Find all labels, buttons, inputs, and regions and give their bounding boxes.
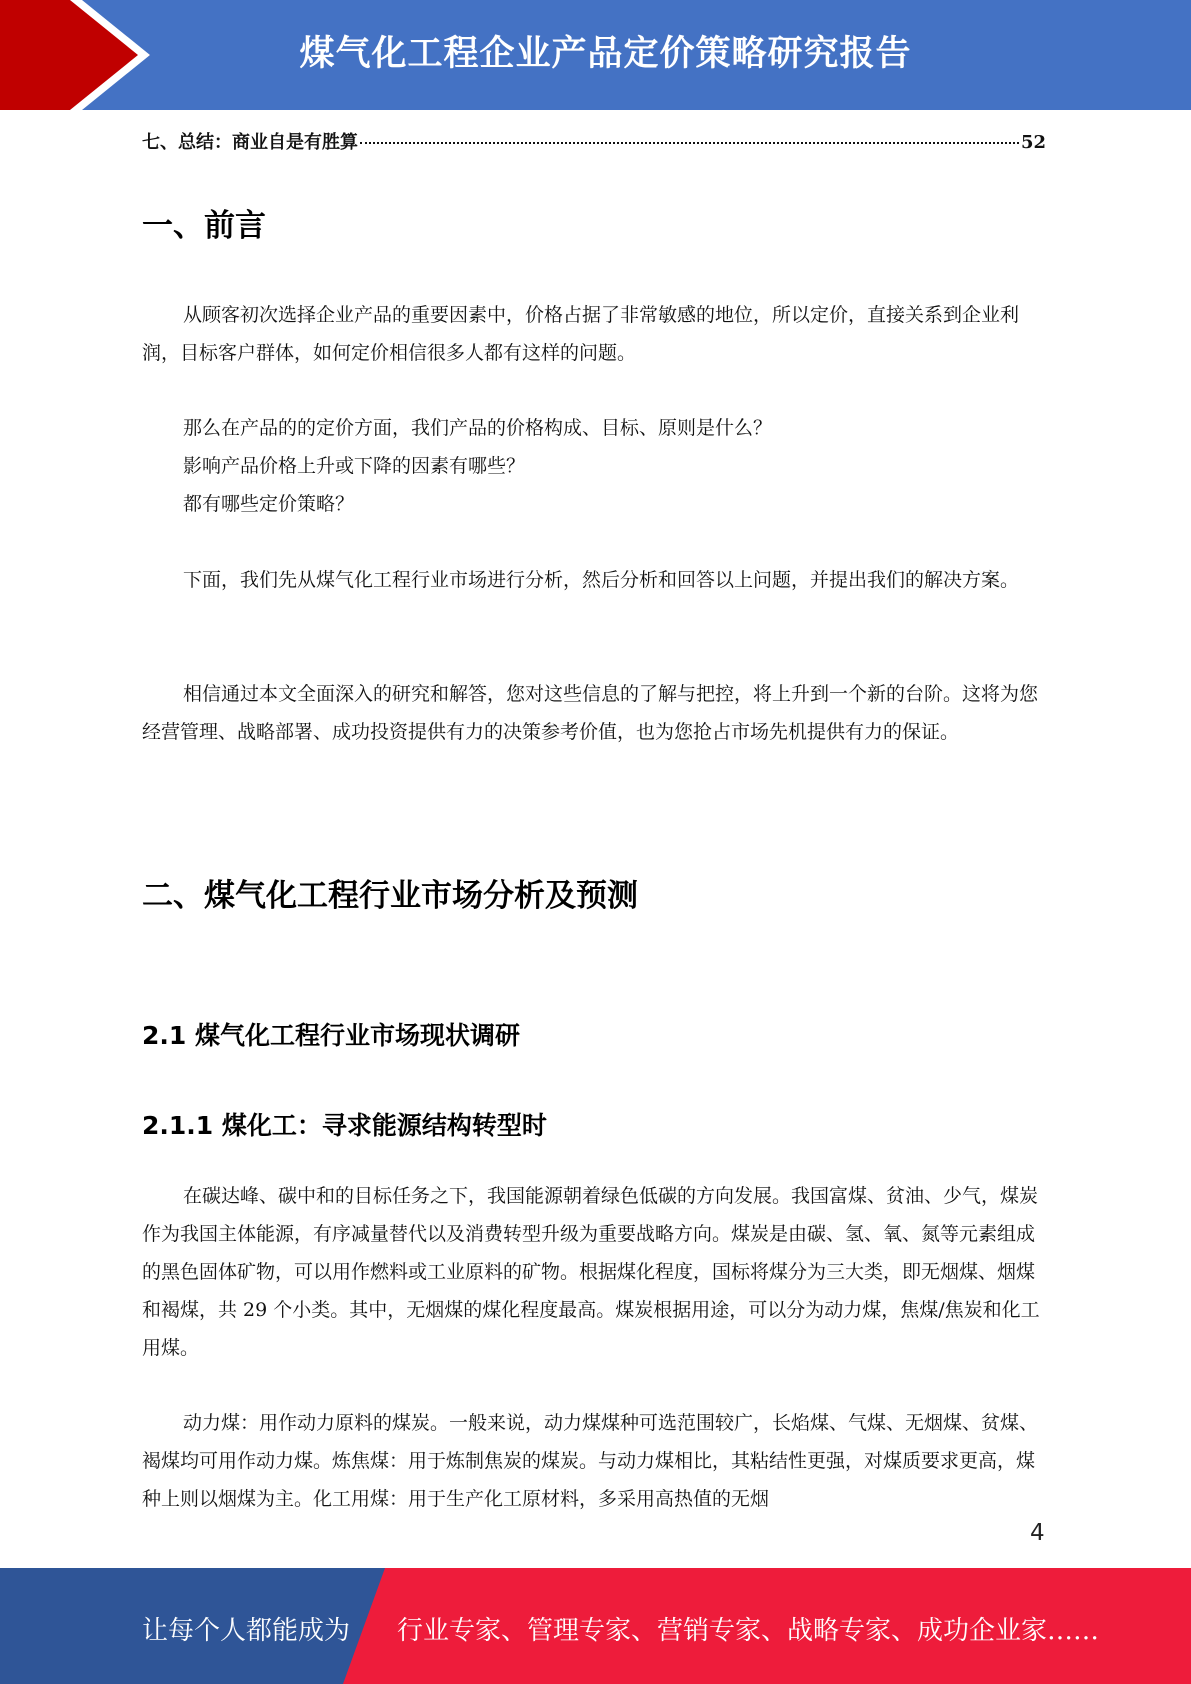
preface-heading: 一、前言 [142, 208, 266, 244]
toc-entry-text: 七、总结：商业自是有胜算 [142, 132, 358, 153]
header-banner [0, 0, 1191, 110]
preface-question-3: 都有哪些定价策略？ [183, 493, 355, 515]
section-2-1-1-paragraph-1: 在碳达峰、碳中和的目标任务之下，我国能源朝着绿色低碳的方向发展。我国富煤、贫油、少气，煤炭作为我国主体能源，有序减量替代以及消费转型升级为重要战略方向。煤炭是由碳、氢、氧、氮等元素组成的黑色固体矿物，可以用作燃料或工业原料的矿物。根据煤化程度，国标将煤分为三大类，即无烟煤、烟煤和褐煤，共 29 个小类。其中，无烟煤的煤化程度最高。煤炭根据用途，可以分为动力煤，焦煤/焦炭和化工用煤。 [142, 1185, 1040, 1359]
toc-leader-dots [360, 142, 1019, 144]
preface-question-1: 那么在产品的的定价方面，我们产品的价格构成、目标、原则是什么？ [183, 417, 773, 439]
footer-slogan-right: 行业专家、管理专家、营销专家、战略专家、成功企业家…… [397, 1616, 1100, 1646]
preface-paragraph-2: 下面，我们先从煤气化工程行业市场进行分析，然后分析和回答以上问题，并提出我们的解决方案。 [183, 569, 1020, 591]
preface-paragraph-3: 相信通过本文全面深入的研究和解答，您对这些信息的了解与把控，将上升到一个新的台阶。这将为您经营管理、战略部署、成功投资提供有力的决策参考价值，也为您抢占市场先机提供有力的保证。 [142, 683, 1039, 743]
section-2-1-1-heading: 2.1.1 煤化工：寻求能源结构转型时 [142, 1111, 547, 1140]
section-2-1-1-paragraph-2: 动力煤：用作动力原料的煤炭。一般来说，动力煤煤种可选范围较广，长焰煤、气煤、无烟煤、贫煤、褐煤均可用作动力煤。炼焦煤：用于炼制焦炭的煤炭。与动力煤相比，其粘结性更强，对煤质要求更高，煤种上则以烟煤为主。化工用煤：用于生产化工原材料，多采用高热值的无烟 [142, 1412, 1039, 1510]
chapter-2-heading: 二、煤气化工程行业市场分析及预测 [142, 878, 638, 914]
preface-paragraph-1: 从顾客初次选择企业产品的重要因素中，价格占据了非常敏感的地位，所以定价，直接关系到企业利润，目标客户群体，如何定价相信很多人都有这样的问题。 [142, 304, 1020, 364]
page-number: 4 [1030, 1520, 1045, 1546]
section-2-1-heading: 2.1 煤气化工程行业市场现状调研 [142, 1021, 520, 1050]
toc-entry-page: 52 [1020, 132, 1046, 153]
report-title: 煤气化工程企业产品定价策略研究报告 [299, 34, 912, 74]
footer-slogan-left: 让每个人都能成为 [142, 1616, 351, 1646]
preface-question-2: 影响产品价格上升或下降的因素有哪些？ [183, 455, 526, 477]
toc-entry[interactable] [142, 128, 1046, 158]
footer-banner [0, 1568, 1191, 1684]
